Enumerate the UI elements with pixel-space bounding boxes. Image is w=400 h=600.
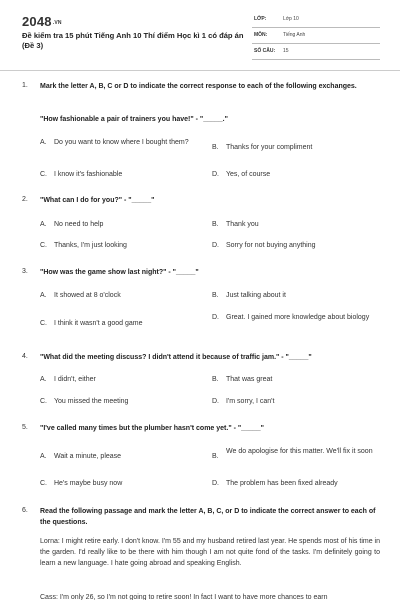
info-label: LỚP: bbox=[254, 16, 267, 22]
question-prompt: "How fashionable a pair of trainers you have!" - "_____." bbox=[40, 116, 228, 123]
site-logo[interactable]: 2048.VN bbox=[22, 14, 62, 29]
question-instruction: Read the following passage and mark the letter A, B, C, or D to indicate the correct answer to each of the questions. bbox=[40, 508, 376, 526]
info-row-class bbox=[252, 14, 380, 28]
info-row-subject bbox=[252, 30, 380, 44]
question-number: 4. bbox=[22, 353, 28, 360]
info-row-count bbox=[252, 46, 380, 60]
header-divider bbox=[0, 70, 400, 71]
question-prompt: "What did the meeting discuss? I didn't attend it because of traffic jam." - "_____" bbox=[40, 354, 312, 361]
info-value: Tiếng Anh bbox=[283, 32, 306, 38]
document-title: Đề kiểm tra 15 phút Tiếng Anh 10 Thí điểm Học kì 1 có đáp án (Đề 3) bbox=[22, 31, 244, 50]
passage-paragraph: Cass: I'm only 26, so I'm not going to retire soon! In fact I want to have more chances to earn bbox=[40, 594, 328, 600]
info-value: Lớp 10 bbox=[283, 16, 299, 22]
question-number: 1. bbox=[22, 82, 28, 89]
info-value: 15 bbox=[283, 48, 289, 54]
page-header bbox=[0, 0, 400, 64]
document-page: 2048.VN Đề kiểm tra 15 phút Tiếng Anh 10 Thí điểm Học kì 1 có đáp án (Đề 3) LỚP: Lớp 10 MÔN: Tiếng Anh SỐ CÂU: 15 1. Mark the letter A, B, C or D to indicate the correct response to each of the following exchanges. "How fashionable a pair of trainers you have!" - "_____." A. Do you want to know where I bought them? B. Thanks for your compliment C. I know it's fashionable D. Yes, of course 2. "What can I do for you?" - "_____" A. No need to help B. Thank you C. Thanks, I'm just looking D. Sorry for not buying anything 3. "How was the game show last night?" - "_____" A. It showed at 8 o'clock B. Just talking about it C. I think it wasn't a good game D. Great. I gained more knowledge about biology 4. "What did the meeting discuss? I didn't attend it because of traffic jam." - "_____" A. I didn't, either B. That was great C. You missed the meeting D. I'm sorry, I can't 5. "I've called many times but the plumber hasn't come yet." - "_____" A. Wait a minute, please B. We do apologise for this matter. We'll fix it soon C. He's maybe busy now D. The problem has been fixed already 6. Read the following passage and mark the letter A, B, C, or D to indicate the correct answer to each of the questions. Lorna: I might retire early. I don't know. I'm 55 and my husband retired last year. He spends most of his time in the garden. I'd really like to be there with him though I am not quite fond of the tasks. I'm definitely going to learn a new language. I hate going abroad and speaking English. Cass: I'm only 26, so I'm not going to retire soon! In fact I want to have more chances to earn bbox=[0, 0, 400, 600]
question-prompt: "I've called many times but the plumber hasn't come yet." - "_____" bbox=[40, 425, 264, 432]
question-number: 2. bbox=[22, 196, 28, 203]
question-number: 5. bbox=[22, 424, 28, 431]
question-prompt: "How was the game show last night?" - "_____" bbox=[40, 269, 199, 276]
question-instruction: Mark the letter A, B, C or D to indicate the correct response to each of the following exchanges. bbox=[40, 83, 357, 90]
question-prompt: "What can I do for you?" - "_____" bbox=[40, 197, 155, 204]
info-box bbox=[252, 14, 380, 62]
passage-paragraph: Lorna: I might retire early. I don't know. I'm 55 and my husband retired last year. He spends most of his time in the garden. I'd really like to be there with him though I am not quite fond of the tasks. I'm definitely going to learn a new language. I hate going abroad and speaking English. bbox=[40, 538, 380, 567]
info-label: MÔN: bbox=[254, 32, 268, 38]
question-number: 6. bbox=[22, 507, 28, 514]
question-number: 3. bbox=[22, 268, 28, 275]
info-label: SỐ CÂU: bbox=[254, 48, 276, 54]
